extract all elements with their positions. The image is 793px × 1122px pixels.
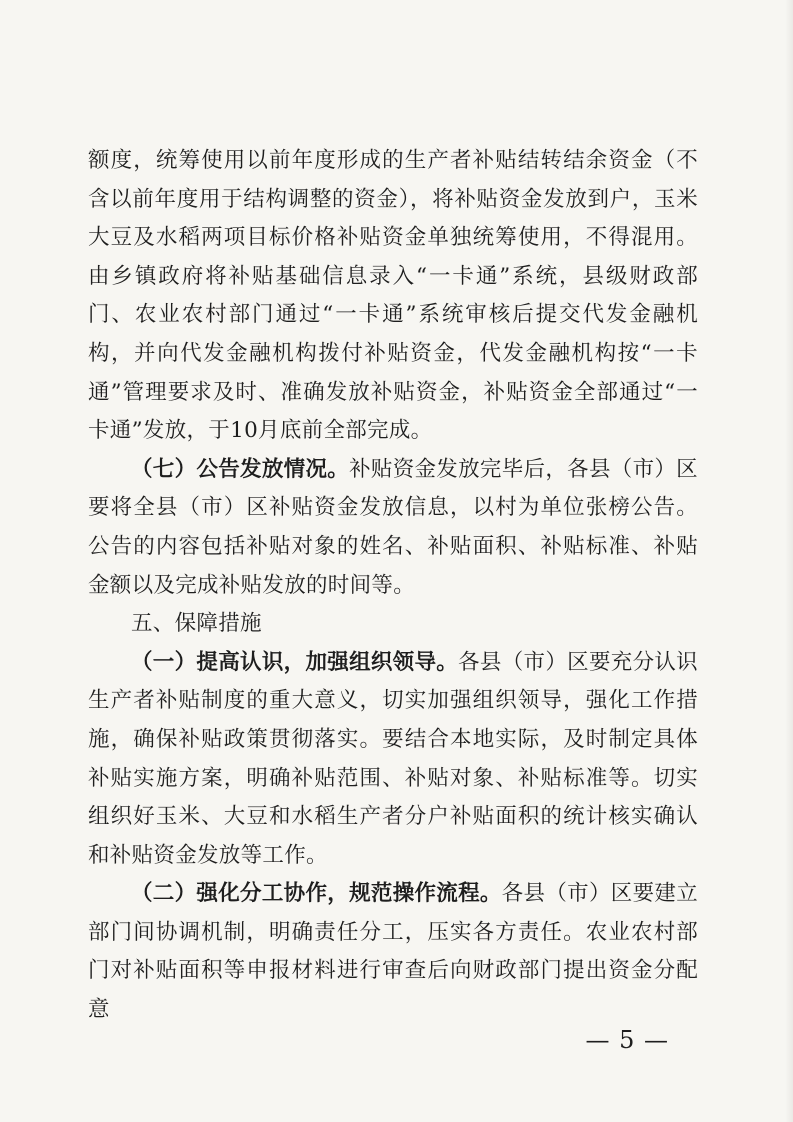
paragraph-text: 各县（市）区要充分认识生产者补贴制度的重大意义，切实加强组织领导，强化工作措施，确保补贴政策贯彻落实。要结合本地实际，及时制定具体补贴实施方案，明确补贴范围、补贴对象、补贴标准等。切实组织好玉米、大豆和水稻生产者分户补贴面积的统计核实确认和补贴资金发放等工作。 <box>88 649 698 868</box>
section-heading: （二）强化分工协作，规范操作流程。 <box>131 881 502 907</box>
page-number: — 5 — <box>585 1026 669 1054</box>
body-text <box>88 142 698 1030</box>
section-title: 五、保障措施 <box>131 611 262 637</box>
paragraph-text: 各县（市）区要建立部门间协调机制，明确责任分工，压实各方责任。农业农村部门对补贴面积等申报材料进行审查后向财政部门提出资金分配意 <box>88 881 698 1023</box>
section-title-safeguards <box>88 605 698 644</box>
section-heading: （一）提高认识，加强组织领导。 <box>131 649 459 675</box>
scan-edge-shadow <box>785 0 793 1122</box>
paragraph-leadership <box>88 644 698 876</box>
paragraph-public-notice <box>88 451 698 605</box>
paragraph-text: 补贴资金发放完毕后，各县（市）区要将全县（市）区补贴资金发放信息，以村为单位张榜公告。公告的内容包括补贴对象的姓名、补贴面积、补贴标准、补贴金额以及完成补贴发放的时间等。 <box>88 456 698 598</box>
section-heading: （七）公告发放情况。 <box>131 456 350 482</box>
paragraph-subsidy-distribution <box>88 142 698 451</box>
paragraph-coordination <box>88 875 698 1029</box>
paragraph-text: 额度，统筹使用以前年度形成的生产者补贴结转结余资金（不含以前年度用于结构调整的资金），将补贴资金发放到户，玉米大豆及水稻两项目标价格补贴资金单独统筹使用，不得混用。由乡镇政府将补贴基础信息录入“一卡通”系统，县级财政部门、农业农村部门通过“一卡通”系统审核后提交代发金融机构，并向代发金融机构拨付补贴资金，代发金融机构按“一卡通”管理要求及时、准确发放补贴资金，补贴资金全部通过“一卡通”发放，于10月底前全部完成。 <box>88 148 698 444</box>
